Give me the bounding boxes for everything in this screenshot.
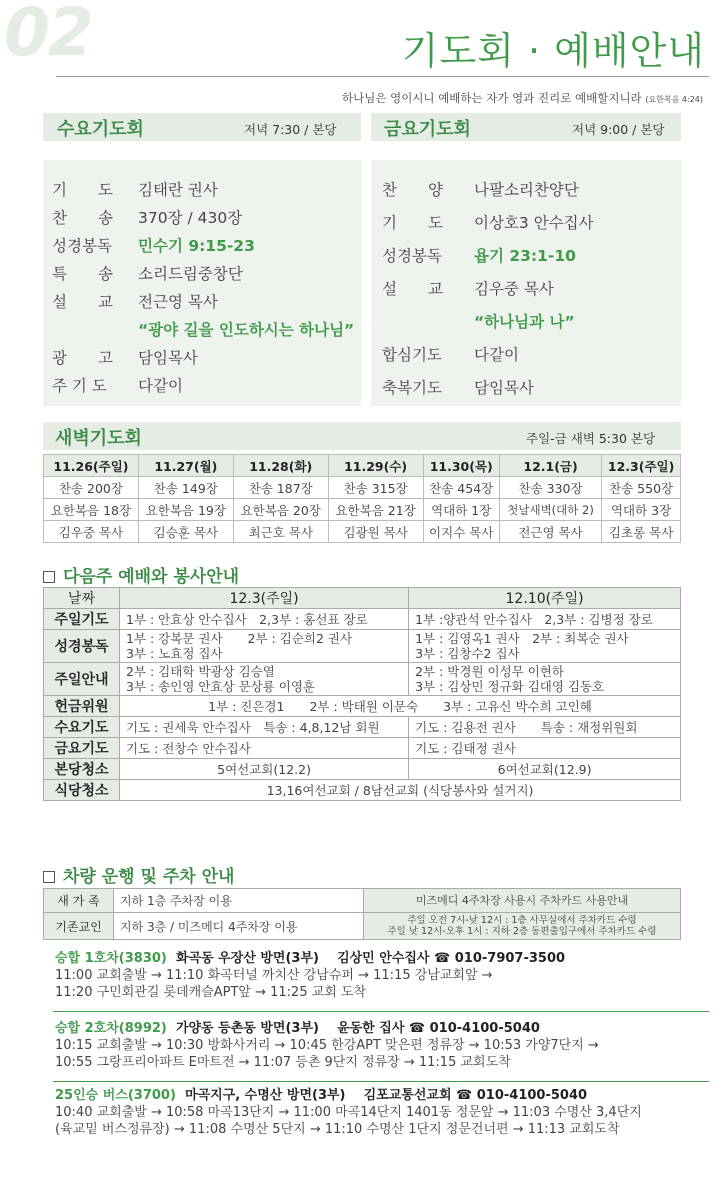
table-row: [44, 696, 681, 717]
dawn-cell: 이지수 목사: [423, 521, 499, 543]
table-row: [44, 889, 681, 913]
row-label: 수요기도: [44, 717, 120, 738]
table-cell: 기도 : 김용전 권사 특송 : 재정위원회: [409, 717, 681, 738]
dawn-preacher-row: [44, 521, 681, 543]
checkbox-icon: [43, 571, 55, 583]
table-cell: 기도 : 전창수 안수집사: [120, 738, 409, 759]
table-cell: 1부 :양관석 안수집사 2,3부 : 김병정 장로: [409, 609, 681, 630]
dawn-date: 11.27(월): [138, 455, 233, 477]
dawn-cell: 김우중 목사: [44, 521, 139, 543]
dawn-cell: 찬송 149장: [138, 477, 233, 499]
row-label: 금요기도: [44, 738, 120, 759]
parking-card-title: 미즈메디 4주차장 사용시 주차카드 사용안내: [364, 889, 681, 913]
wed-row: 설 교 전근영 목사: [52, 293, 218, 311]
row-label: 새 가 족: [44, 889, 114, 913]
dawn-cell: 전근영 목사: [499, 521, 601, 543]
dawn-cell: 찬송 200장: [44, 477, 139, 499]
wed-row: 찬 송 370장 / 430장: [52, 209, 243, 227]
dawn-cell: 찬송 187장: [233, 477, 328, 499]
row-label: 식당청소: [44, 780, 120, 801]
service-table: [43, 587, 681, 801]
date-col-1: 12.3(주일): [120, 588, 409, 609]
route-1: 승합 1호차(3830) 화곡동 우장산 방면(3부) 김상민 안수집사 ☎ 010-7907-3500 11:00 교회출발 → 11:10 화곡터널 까치산 강남슈퍼 → 11:15 강남교회앞 → 11:20 구민회관길 롯데캐슬APT앞 → 11:25 교회 도착: [55, 951, 566, 1000]
route-divider: [53, 1081, 709, 1082]
dawn-cell: 김광원 목사: [328, 521, 423, 543]
parking-table: [43, 888, 681, 940]
table-row: [44, 717, 681, 738]
fri-row: 축복기도 담임목사: [382, 379, 534, 397]
dawn-time: 주일-금 새벽 5:30 본당: [526, 431, 656, 446]
title-divider: [56, 76, 709, 77]
table-cell: 1부 : 김영옥1 권사 2부 : 최복순 권사 3부 : 김창수2 집사: [409, 630, 681, 663]
route-3: 25인승 버스(3700) 마곡지구, 수명산 방면(3부) 김포교통선교회 ☎ 010-4100-5040 10:40 교회출발 → 10:58 마곡13단지 → 11:00 마곡14단지 1401동 정문앞 → 11:03 수명산 3,4단지 (육교밑 버스정류장) → 11:08 수명산 5단지 → 11:10 수명산 1단지 정문건너편 → 11:13 교회도착: [55, 1088, 642, 1137]
date-col-header: 날짜: [44, 588, 120, 609]
dawn-date: 12.3(주일): [602, 455, 681, 477]
table-row: [44, 913, 681, 940]
fri-title: 금요기도회: [384, 119, 471, 140]
wed-row: 기 도 김태란 권사: [52, 181, 218, 199]
table-row: [44, 738, 681, 759]
next-week-heading: 다음주 예배와 봉사안내: [43, 562, 239, 587]
table-cell: 기도 : 권세욱 안수집사 특송 : 4,8,12남 회원: [120, 717, 409, 738]
dawn-cell: 찬송 454장: [423, 477, 499, 499]
dawn-cell: 김초롱 목사: [602, 521, 681, 543]
dawn-date: 12.1(금): [499, 455, 601, 477]
dawn-cell: 역대하 3장: [602, 499, 681, 521]
table-cell: 6여선교회(12.9): [409, 759, 681, 780]
fri-row: 설 교 김우중 목사: [382, 280, 554, 298]
fri-row: 찬 양 나팔소리찬양단: [382, 181, 579, 199]
row-label: 헌금위원: [44, 696, 120, 717]
dawn-cell: 요한복음 20장: [233, 499, 328, 521]
dawn-title: 새벽기도회: [55, 428, 142, 449]
dawn-hymn-row: [44, 477, 681, 499]
dawn-cell: 찬송 550장: [602, 477, 681, 499]
dawn-date: 11.26(주일): [44, 455, 139, 477]
bible-verse: 하나님은 영이시니 예배하는 자가 영과 진리로 예배할지니라 (요한복음 4:24): [342, 91, 703, 105]
wed-row: 광 고 담임목사: [52, 349, 198, 367]
row-label: 주일안내: [44, 663, 120, 696]
wed-sermon-title: “광야 길을 인도하시는 하나님”: [138, 321, 355, 339]
table-cell: 2부 : 박경원 이성무 이현하 3부 : 김상민 정규화 김대영 김동호: [409, 663, 681, 696]
table-cell: 1부 : 진은경1 2부 : 박태원 이문숙 3부 : 고유신 박수희 고인혜: [120, 696, 681, 717]
dawn-date: 11.29(수): [328, 455, 423, 477]
checkbox-icon: [43, 871, 55, 883]
service-header-row: [44, 588, 681, 609]
dawn-cell: 요한복음 19장: [138, 499, 233, 521]
row-label: 본당청소: [44, 759, 120, 780]
wed-row: 주 기 도 다같이: [52, 377, 183, 395]
wed-title: 수요기도회: [57, 119, 144, 140]
row-label: 주일기도: [44, 609, 120, 630]
dawn-scripture-row: [44, 499, 681, 521]
dawn-cell: 찬송 315장: [328, 477, 423, 499]
fri-row: 합심기도 다같이: [382, 346, 519, 364]
table-row: [44, 630, 681, 663]
row-label: 기존교인: [44, 913, 114, 940]
table-cell: 지하 1층 주차장 이용: [114, 889, 364, 913]
table-row: [44, 663, 681, 696]
table-row: [44, 759, 681, 780]
table-cell: 기도 : 김태정 권사: [409, 738, 681, 759]
table-cell: 5여선교회(12.2): [120, 759, 409, 780]
route-divider: [53, 1011, 709, 1012]
dawn-cell: 요한복음 18장: [44, 499, 139, 521]
row-label: 성경봉독: [44, 630, 120, 663]
table-cell: 2부 : 김태학 박광상 김승열 3부 : 송인영 안효상 문상룡 이영훈: [120, 663, 409, 696]
dawn-date: 11.30(목): [423, 455, 499, 477]
fri-time: 저녁 9:00 / 본당: [572, 122, 665, 137]
dawn-cell: 김승훈 목사: [138, 521, 233, 543]
table-row: [44, 780, 681, 801]
dawn-dates-row: [44, 455, 681, 477]
table-cell: 1부 : 안효상 안수집사 2,3부 : 홍선표 장로: [120, 609, 409, 630]
page-title: 기도회 · 예배안내: [401, 29, 705, 73]
vehicle-heading: 차량 운행 및 주차 안내: [43, 862, 234, 887]
table-cell: 지하 3층 / 미즈메디 4주차장 이용: [114, 913, 364, 940]
dawn-date: 11.28(화): [233, 455, 328, 477]
fri-row: 기 도 이상호3 안수집사: [382, 214, 594, 232]
dawn-cell: 요한복음 21장: [328, 499, 423, 521]
fri-sermon-title: “하나님과 나”: [474, 313, 575, 331]
parking-card-info: 주일 오전 7시-낮 12시 : 1층 사무실에서 주차카드 수령 주일 낮 12시-오후 1시 : 지하 2층 동편출입구에서 주차카드 수령: [364, 913, 681, 940]
table-cell: 1부 : 강복문 권사 2부 : 김순희2 권사 3부 : 노효정 집사: [120, 630, 409, 663]
dawn-cell: 첫날새벽(대하 2): [499, 499, 601, 521]
route-2: 승합 2호차(8992) 가양동 등촌동 방면(3부) 윤동한 집사 ☎ 010-4100-5040 10:15 교회출발 → 10:30 방화사거리 → 10:45 한강APT 맞은편 정류장 → 10:53 가양7단지 → 10:55 그랑프리아파트 E마트전 → 11:07 등촌 9단지 정류장 → 11:15 교회도착: [55, 1021, 599, 1070]
dawn-cell: 최근호 목사: [233, 521, 328, 543]
table-cell: 13,16여선교회 / 8남선교회 (식당봉사와 설거지): [120, 780, 681, 801]
fri-row: 성경봉독 욥기 23:1-10: [382, 247, 576, 265]
wed-row: 특 송 소리드림중창단: [52, 265, 243, 283]
page-number: 02: [4, 0, 92, 71]
dawn-cell: 찬송 330장: [499, 477, 601, 499]
dawn-cell: 역대하 1장: [423, 499, 499, 521]
wed-time: 저녁 7:30 / 본당: [244, 122, 337, 137]
table-row: [44, 609, 681, 630]
dawn-table: [43, 454, 681, 543]
date-col-2: 12.10(주일): [409, 588, 681, 609]
wed-row: 성경봉독 민수기 9:15-23: [52, 237, 255, 255]
